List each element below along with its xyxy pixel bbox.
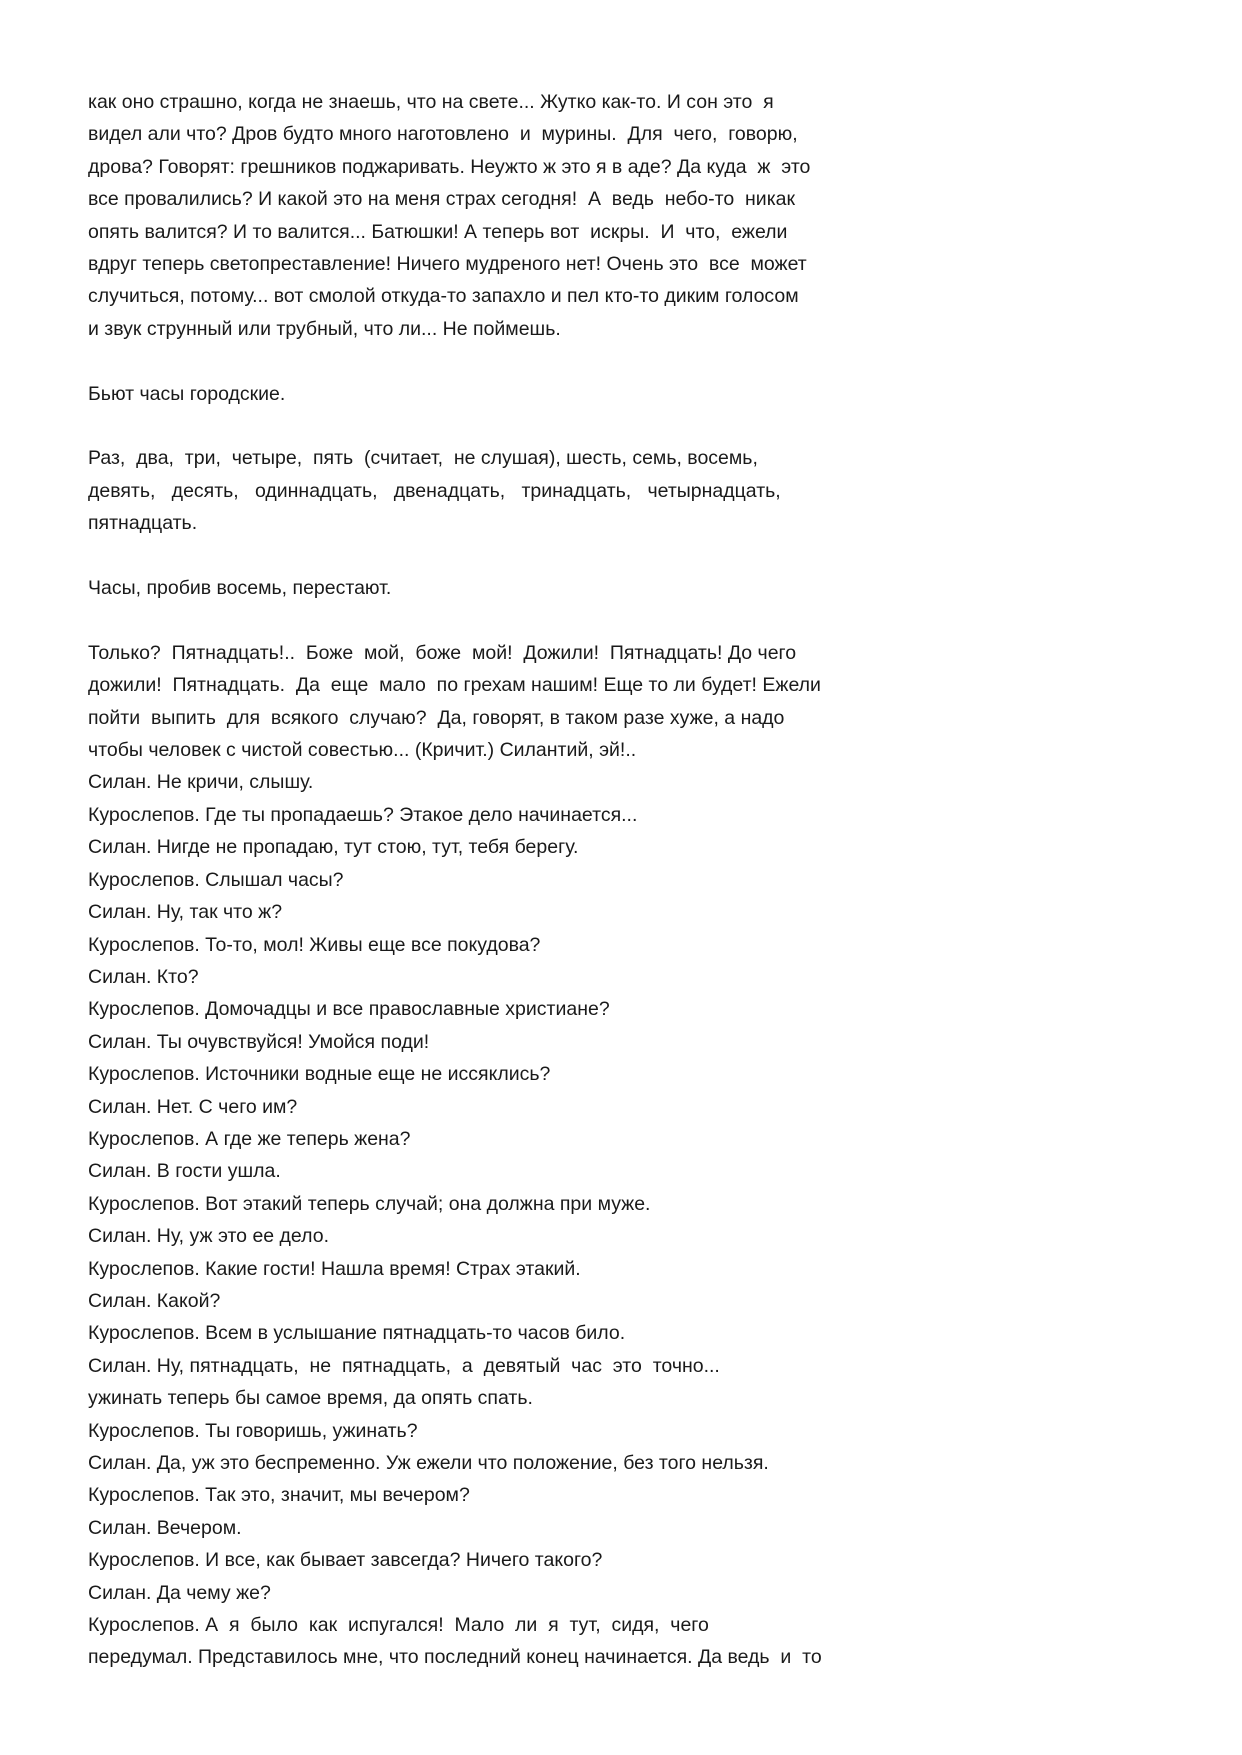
paragraph-gap xyxy=(88,345,888,377)
text-line: Раз, два, три, четыре, пять (считает, не слушая), шесть, семь, восемь, xyxy=(88,447,758,470)
paragraph-gap xyxy=(88,540,888,572)
text-line: видел али что? Дров будто много наготовлено и мурины. Для чего, говорю, xyxy=(88,123,798,146)
dialogue-line: Силан. Ты очувствуйся! Умойся поди! xyxy=(88,1030,430,1053)
paragraph-gap xyxy=(88,604,888,636)
text-line: и звук струнный или трубный, что ли... Не поймешь. xyxy=(88,317,561,340)
dialogue-line: Силан. Нигде не пропадаю, тут стою, тут, тебя берегу. xyxy=(88,836,579,859)
dialogue-line: ужинать теперь бы самое время, да опять спать. xyxy=(88,1387,533,1410)
paragraph-stage-direction xyxy=(88,378,888,410)
text-line: все провалились? И какой это на меня страх сегодня! А ведь небо-то никак xyxy=(88,188,796,211)
text-line: Часы, пробив восемь, перестают. xyxy=(88,577,392,600)
dialogue-line: Силан. В гости ушла. xyxy=(88,1160,281,1183)
text-line: Бьют часы городские. xyxy=(88,382,286,405)
dialogue-line: Курослепов. А где же теперь жена? xyxy=(88,1127,411,1150)
dialogue-line: Курослепов. Какие гости! Нашла время! Страх этакий. xyxy=(88,1257,581,1280)
text-line: дрова? Говорят: грешников поджаривать. Неужто ж это я в аде? Да куда ж это xyxy=(88,155,811,178)
text-line: пойти выпить для всякого случаю? Да, говорят, в таком разе хуже, а надо xyxy=(88,706,785,729)
dialogue-line: Силан. Ну, так что ж? xyxy=(88,901,283,924)
dialogue-line: Курослепов. Домочадцы и все православные христиане? xyxy=(88,998,610,1021)
text-line: случиться, потому... вот смолой откуда-то запахло и пел кто-то диким голосом xyxy=(88,285,799,308)
text-line: как оно страшно, когда не знаешь, что на свете... Жутко как-то. И сон это я xyxy=(88,91,774,113)
text-line: Только? Пятнадцать!.. Боже мой, боже мой! Дожили! Пятнадцать! До чего xyxy=(88,641,797,664)
document-page xyxy=(88,86,888,1674)
dialogue-line: Курослепов. А я было как испугался! Мало ли я тут, сидя, чего xyxy=(88,1614,709,1637)
dialogue-line: Силан. Какой? xyxy=(88,1289,221,1312)
paragraph-counting xyxy=(88,442,888,539)
dialogue-line: Силан. Кто? xyxy=(88,965,199,988)
text-line: дожили! Пятнадцать. Да еще мало по грехам нашим! Еще то ли будет! Ежели xyxy=(88,674,821,697)
dialogue-line: Курослепов. Всем в услышание пятнадцать-то часов било. xyxy=(88,1322,626,1345)
dialogue-line: Силан. Нет. С чего им? xyxy=(88,1095,298,1118)
dialogue-line: Курослепов. Где ты пропадаешь? Этакое дело начинается... xyxy=(88,803,638,826)
dialogue-line: Силан. Не кричи, слышу. xyxy=(88,771,314,794)
dialogue-line: Силан. Да, уж это беспременно. Уж ежели что положение, без того нельзя. xyxy=(88,1452,769,1474)
text-line: чтобы человек с чистой совестью... (Кричит.) Силантий, эй!.. xyxy=(88,739,637,762)
dialogue-line: Курослепов. Слышал часы? xyxy=(88,868,344,891)
text-line: опять валится? И то валится... Батюшки! А теперь вот искры. И что, ежели xyxy=(88,220,788,243)
dialogue-line: передумал. Представилось мне, что последний конец начинается. Да ведь и то xyxy=(88,1646,822,1669)
dialogue-line: Курослепов. И все, как бывает завсегда? Ничего такого? xyxy=(88,1549,603,1572)
dialogue-line: Силан. Ну, пятнадцать, не пятнадцать, а девятый час это точно... xyxy=(88,1354,720,1377)
paragraph-stage-direction-2 xyxy=(88,572,888,604)
dialogue-line: Силан. Ну, уж это ее дело. xyxy=(88,1225,329,1248)
dialogue-line: Курослепов. Источники водные еще не иссяклись? xyxy=(88,1063,551,1086)
paragraph-dialogue xyxy=(88,637,888,1674)
paragraph-gap xyxy=(88,410,888,442)
dialogue-line: Курослепов. То-то, мол! Живы еще все покудова? xyxy=(88,933,541,956)
dialogue-line: Курослепов. Ты говоришь, ужинать? xyxy=(88,1419,418,1442)
dialogue-line: Курослепов. Так это, значит, мы вечером? xyxy=(88,1484,470,1507)
text-line: девять, десять, одиннадцать, двенадцать, тринадцать, четырнадцать, xyxy=(88,479,781,502)
text-line: пятнадцать. xyxy=(88,512,198,535)
paragraph-monologue xyxy=(88,86,888,345)
dialogue-line: Курослепов. Вот этакий теперь случай; она должна при муже. xyxy=(88,1192,651,1215)
dialogue-line: Силан. Да чему же? xyxy=(88,1581,271,1604)
dialogue-line: Силан. Вечером. xyxy=(88,1516,242,1539)
text-line: вдруг теперь светопреставление! Ничего мудреного нет! Очень это все может xyxy=(88,253,807,276)
